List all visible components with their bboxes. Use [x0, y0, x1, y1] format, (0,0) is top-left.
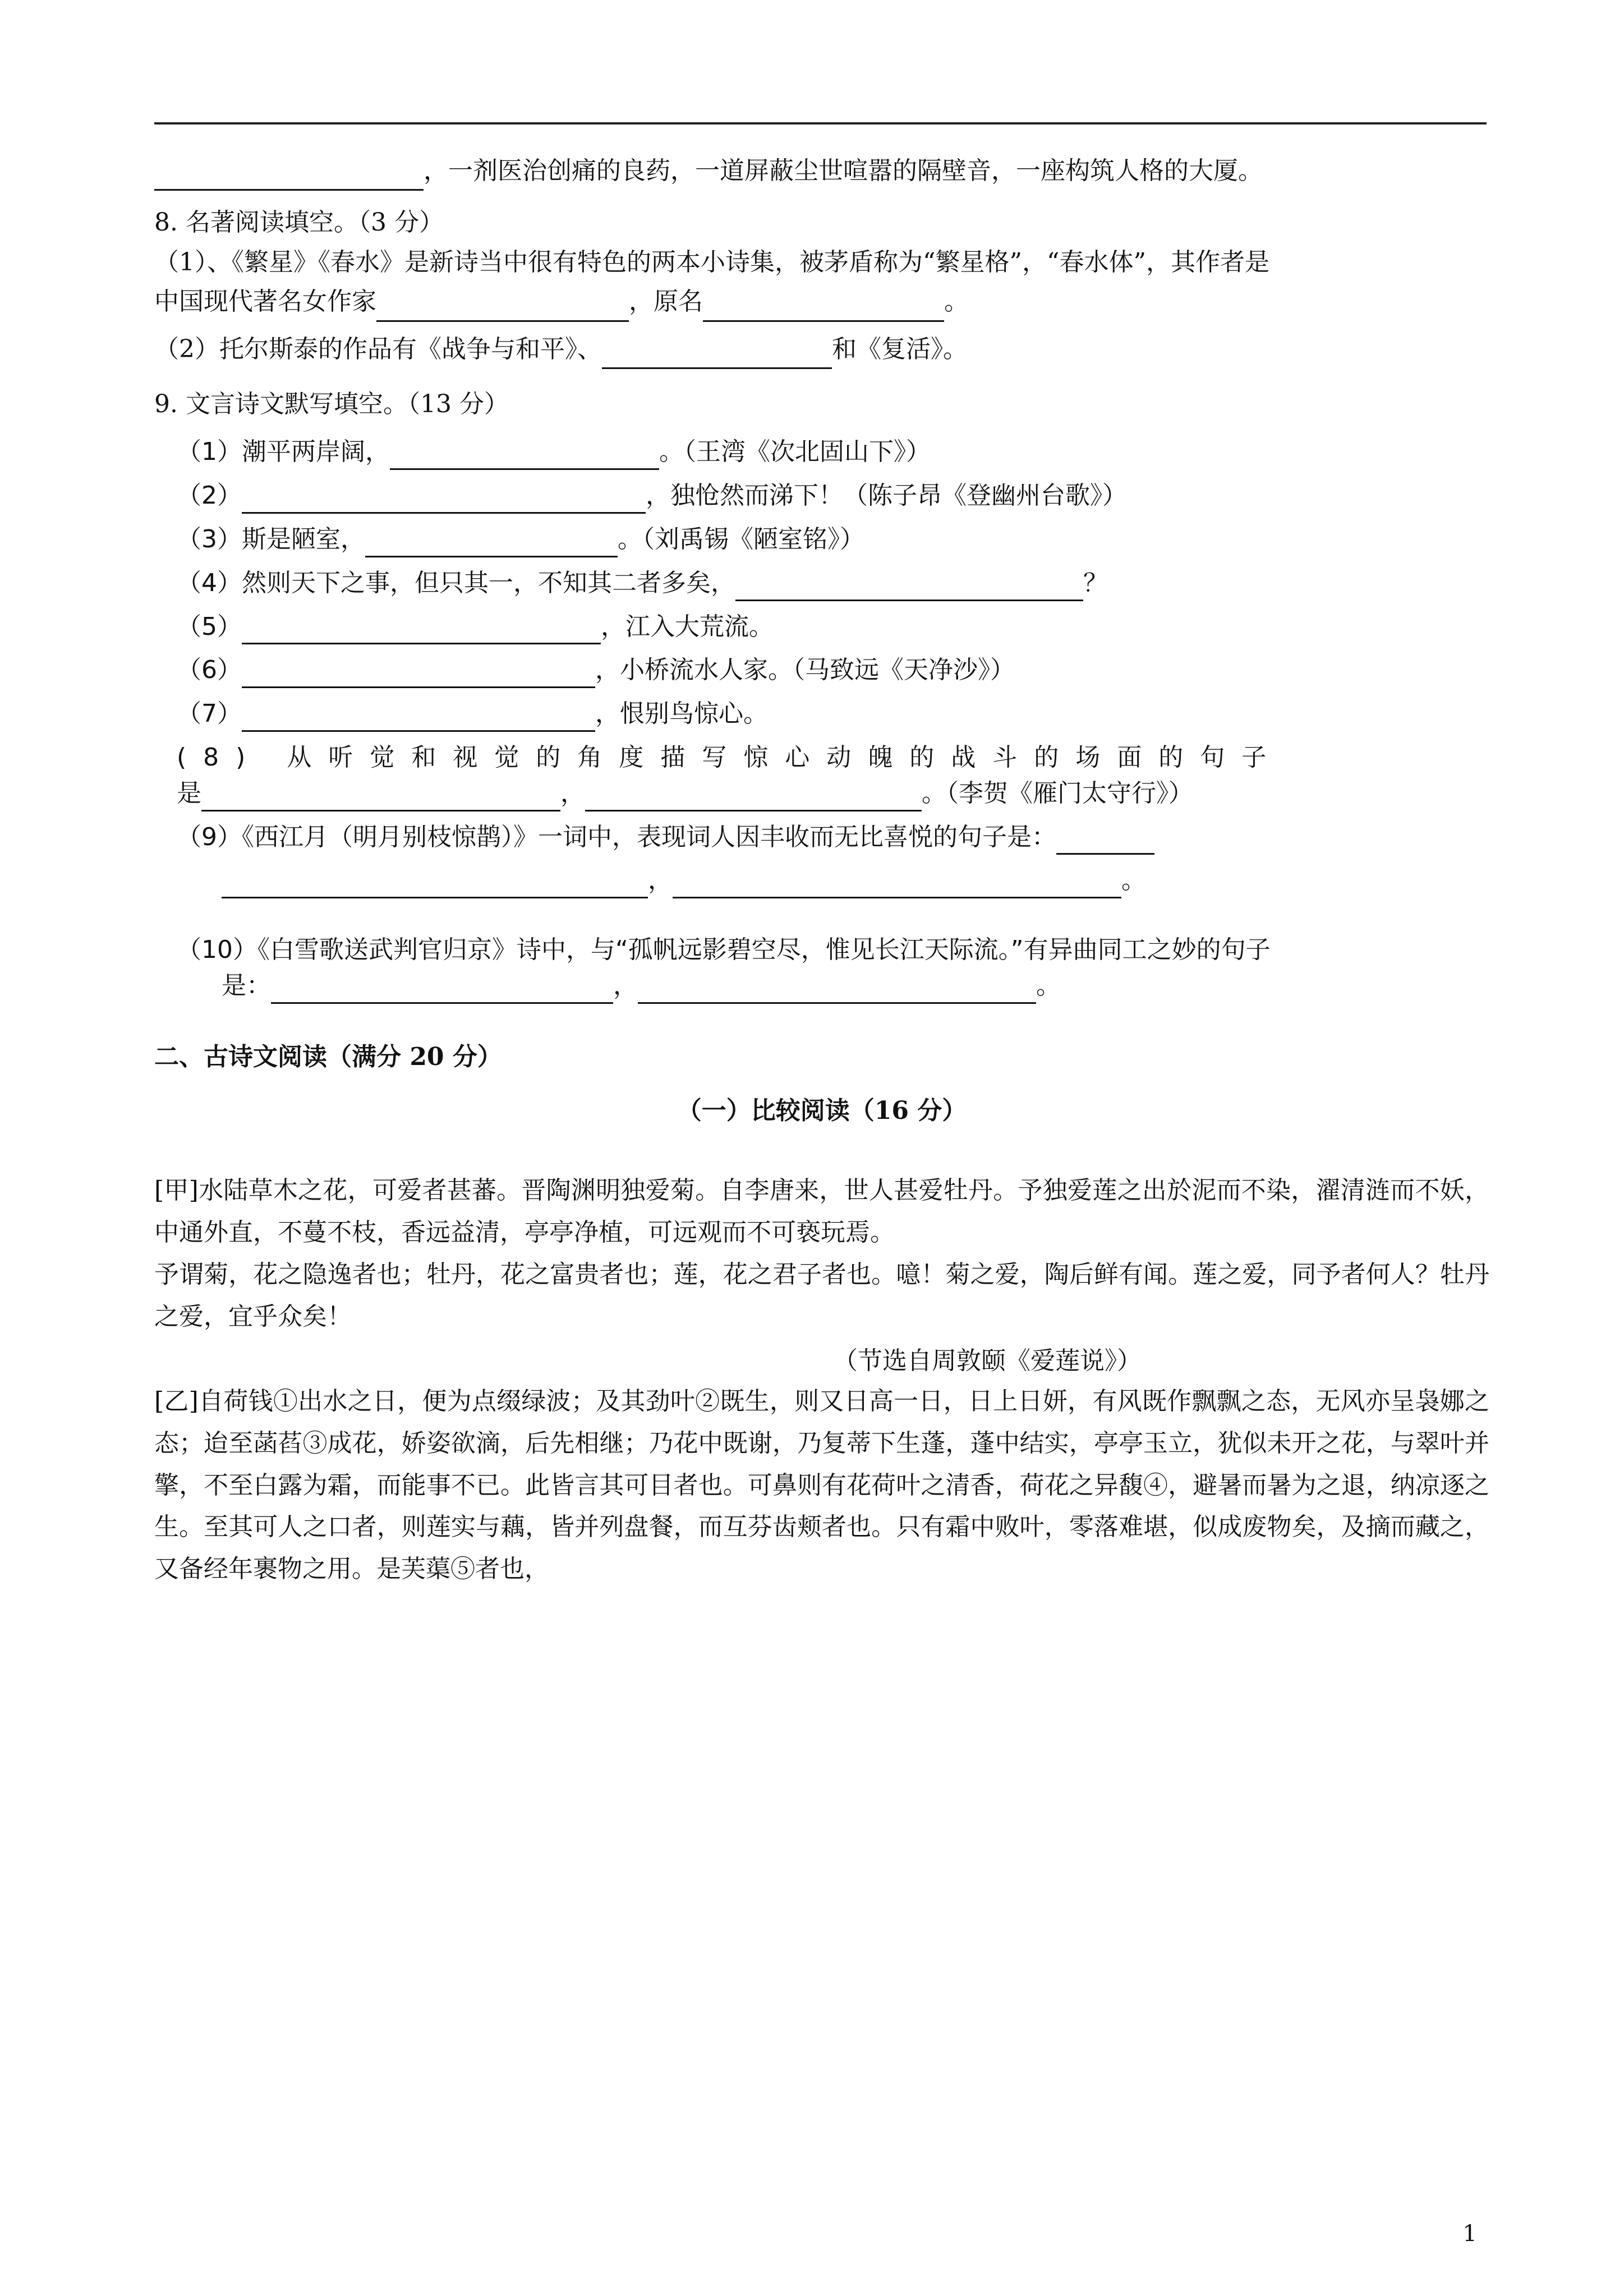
q9-items: [154, 434, 1489, 1003]
answer-blank[interactable]: [673, 871, 1121, 898]
section-2-subheading: （一）比较阅读（16 分）: [677, 1096, 967, 1126]
page-content: [154, 151, 1489, 1590]
q9-item-4: （4）然则天下之事，但只其一，不知其二者多矣， ？: [177, 565, 1489, 601]
section-2-heading: 二、古诗文阅读（满分 20 分）: [154, 1042, 502, 1071]
answer-blank[interactable]: [703, 294, 944, 321]
page-number: 1: [1462, 2221, 1477, 2247]
q9-item-2: （2） ，独怆然而涕下！（陈子昂《登幽州台歌》）: [177, 478, 1489, 514]
q9-item-8-line2: 是 ， 。（李贺《雁门太守行》）: [177, 776, 1489, 812]
answer-blank[interactable]: [222, 871, 648, 898]
passage-jia-paragraph-1: [甲]水陆草木之花，可爱者甚蕃。晋陶渊明独爱菊。自李唐来，世人甚爱牡丹。予独爱莲之出於泥而不染，濯清涟而不妖，中通外直，不蔓不枝，香远益清，亭亭净植，可远观而不可亵玩焉。: [154, 1176, 1489, 1247]
header-rule: [154, 122, 1487, 125]
q9-item-3: （3）斯是陋室， 。（刘禹锡《陋室铭》）: [177, 522, 1489, 557]
q9-title: 9. 文言诗文默写填空。（13 分）: [154, 389, 509, 418]
q9-item-9-line1: （9）《西江月（明月别枝惊鹊）》一词中，表现词人因丰收而无比喜悦的句子是：: [177, 819, 1489, 855]
answer-blank[interactable]: [242, 486, 646, 514]
answer-blank[interactable]: [585, 783, 922, 811]
answer-blank[interactable]: [242, 704, 595, 732]
answer-blank[interactable]: [242, 661, 595, 688]
q8-item1-line2: 中国现代著名女作家 ，原名 。: [154, 282, 1489, 321]
q9-item-7: （7） ，恨别鸟惊心。: [177, 696, 1489, 732]
answer-blank[interactable]: [735, 573, 1083, 601]
answer-blank[interactable]: [638, 976, 1036, 1004]
passage-jia-paragraph-2: 予谓菊，花之隐逸者也；牡丹，花之富贵者也；莲，花之君子者也。噫！菊之爱，陶后鲜有闻。莲之爱，同予者何人？牡丹之爱，宜乎众矣！: [154, 1260, 1489, 1331]
q9-item-6: （6） ，小桥流水人家。（马致远《天净沙》）: [177, 652, 1489, 688]
answer-blank[interactable]: [242, 617, 601, 644]
answer-blank[interactable]: [376, 294, 629, 321]
q8-item1-line1: （1）、《繁星》《春水》是新诗当中很有特色的两本小诗集，被茅盾称为“繁星格”，“春水体”，其作者是: [154, 247, 1269, 276]
passage-yi-paragraph-1: [乙]自荷钱①出水之日，便为点缀绿波；及其劲叶②既生，则又日高一日，日上日妍，有风既作飘飘之态，无风亦呈袅娜之态；迨至菡萏③成花，娇姿欲滴，后先相继；乃花中既谢，乃复蒂下生蓬，蓬中结实，亭亭玉立，犹似未开之花，与翠叶并擎，不至白露为霜，而能事不已。此皆言其可目者也。可鼻则有花荷叶之清香，荷花之异馥④，避暑而暑为之退，纳凉逐之生。至其可人之口者，则莲实与藕，皆并列盘餐，而互芬齿颊者也。只有霜中败叶，零落难堪，似成废物矣，及摘而藏之，又备经年裹物之用。是芙蕖⑤者也，: [154, 1387, 1489, 1584]
answer-blank[interactable]: [365, 530, 618, 557]
q8-item2: （2）托尔斯泰的作品有《战争与和平》、 和《复活》。: [154, 330, 1489, 369]
carryover-line: ，一剂医治创痛的良药，一道屏蔽尘世喧嚣的隔壁音，一座构筑人格的大厦。: [154, 151, 1489, 191]
q9-item-10-line2: 是： ， 。: [177, 968, 1489, 1004]
answer-blank[interactable]: [390, 442, 659, 470]
answer-blank[interactable]: [201, 783, 560, 811]
answer-blank[interactable]: [1056, 827, 1154, 855]
answer-blank[interactable]: [602, 342, 832, 369]
q9-item-8-line1: (8) 从听觉和视觉的角度描写惊心动魄的战斗的场面的句子: [177, 743, 1283, 772]
q8-title: 8. 名著阅读填空。（3 分）: [154, 208, 444, 237]
q9-item-10-line1: （10）《白雪歌送武判官归京》诗中，与“孤帆远影碧空尽，惟见长江天际流。”有异曲同工之妙的句子: [177, 935, 1271, 965]
q9-item-1: （1）潮平两岸阔， 。（王湾《次北固山下》）: [177, 434, 1489, 470]
answer-blank[interactable]: [154, 163, 424, 191]
answer-blank[interactable]: [271, 976, 613, 1004]
q9-item-5: （5） ，江入大荒流。: [177, 609, 1489, 645]
passage-jia-source: （节选自周敦颐《爱莲说》）: [833, 1346, 1142, 1375]
q9-item-9-line2: ， 。: [177, 863, 1489, 898]
